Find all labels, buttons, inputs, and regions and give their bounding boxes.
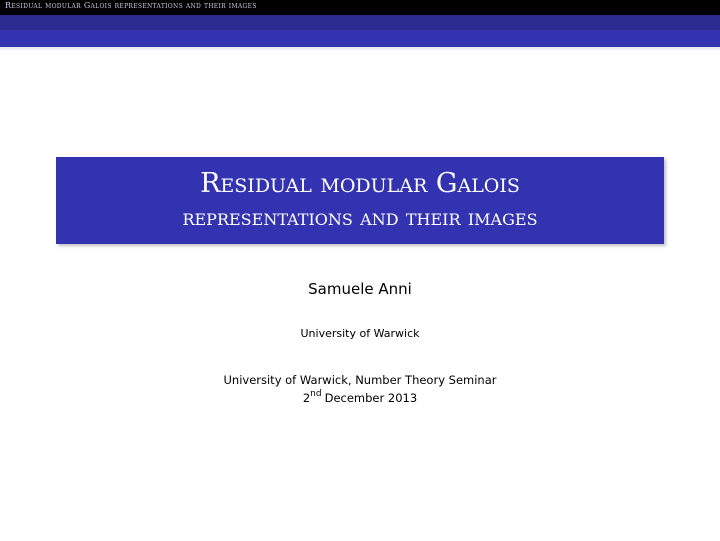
title-line-2: representations and their images bbox=[182, 205, 538, 231]
running-title: Residual modular Galois representations and their images bbox=[5, 1, 257, 10]
date-rest: December 2013 bbox=[324, 391, 418, 405]
title-line-1: Residual modular Galois bbox=[200, 168, 520, 199]
author-name: Samuele Anni bbox=[308, 280, 412, 298]
header-band-light bbox=[0, 47, 720, 50]
header-band-dark bbox=[0, 15, 720, 30]
date-suffix: nd bbox=[310, 389, 322, 399]
header-band-blue bbox=[0, 30, 720, 47]
header-bar bbox=[0, 0, 720, 15]
date-line bbox=[0, 389, 720, 405]
date-day: 2 bbox=[302, 391, 311, 405]
event-line: University of Warwick, Number Theory Seminar bbox=[223, 373, 497, 387]
affiliation: University of Warwick bbox=[300, 327, 420, 340]
title-box bbox=[56, 157, 664, 244]
